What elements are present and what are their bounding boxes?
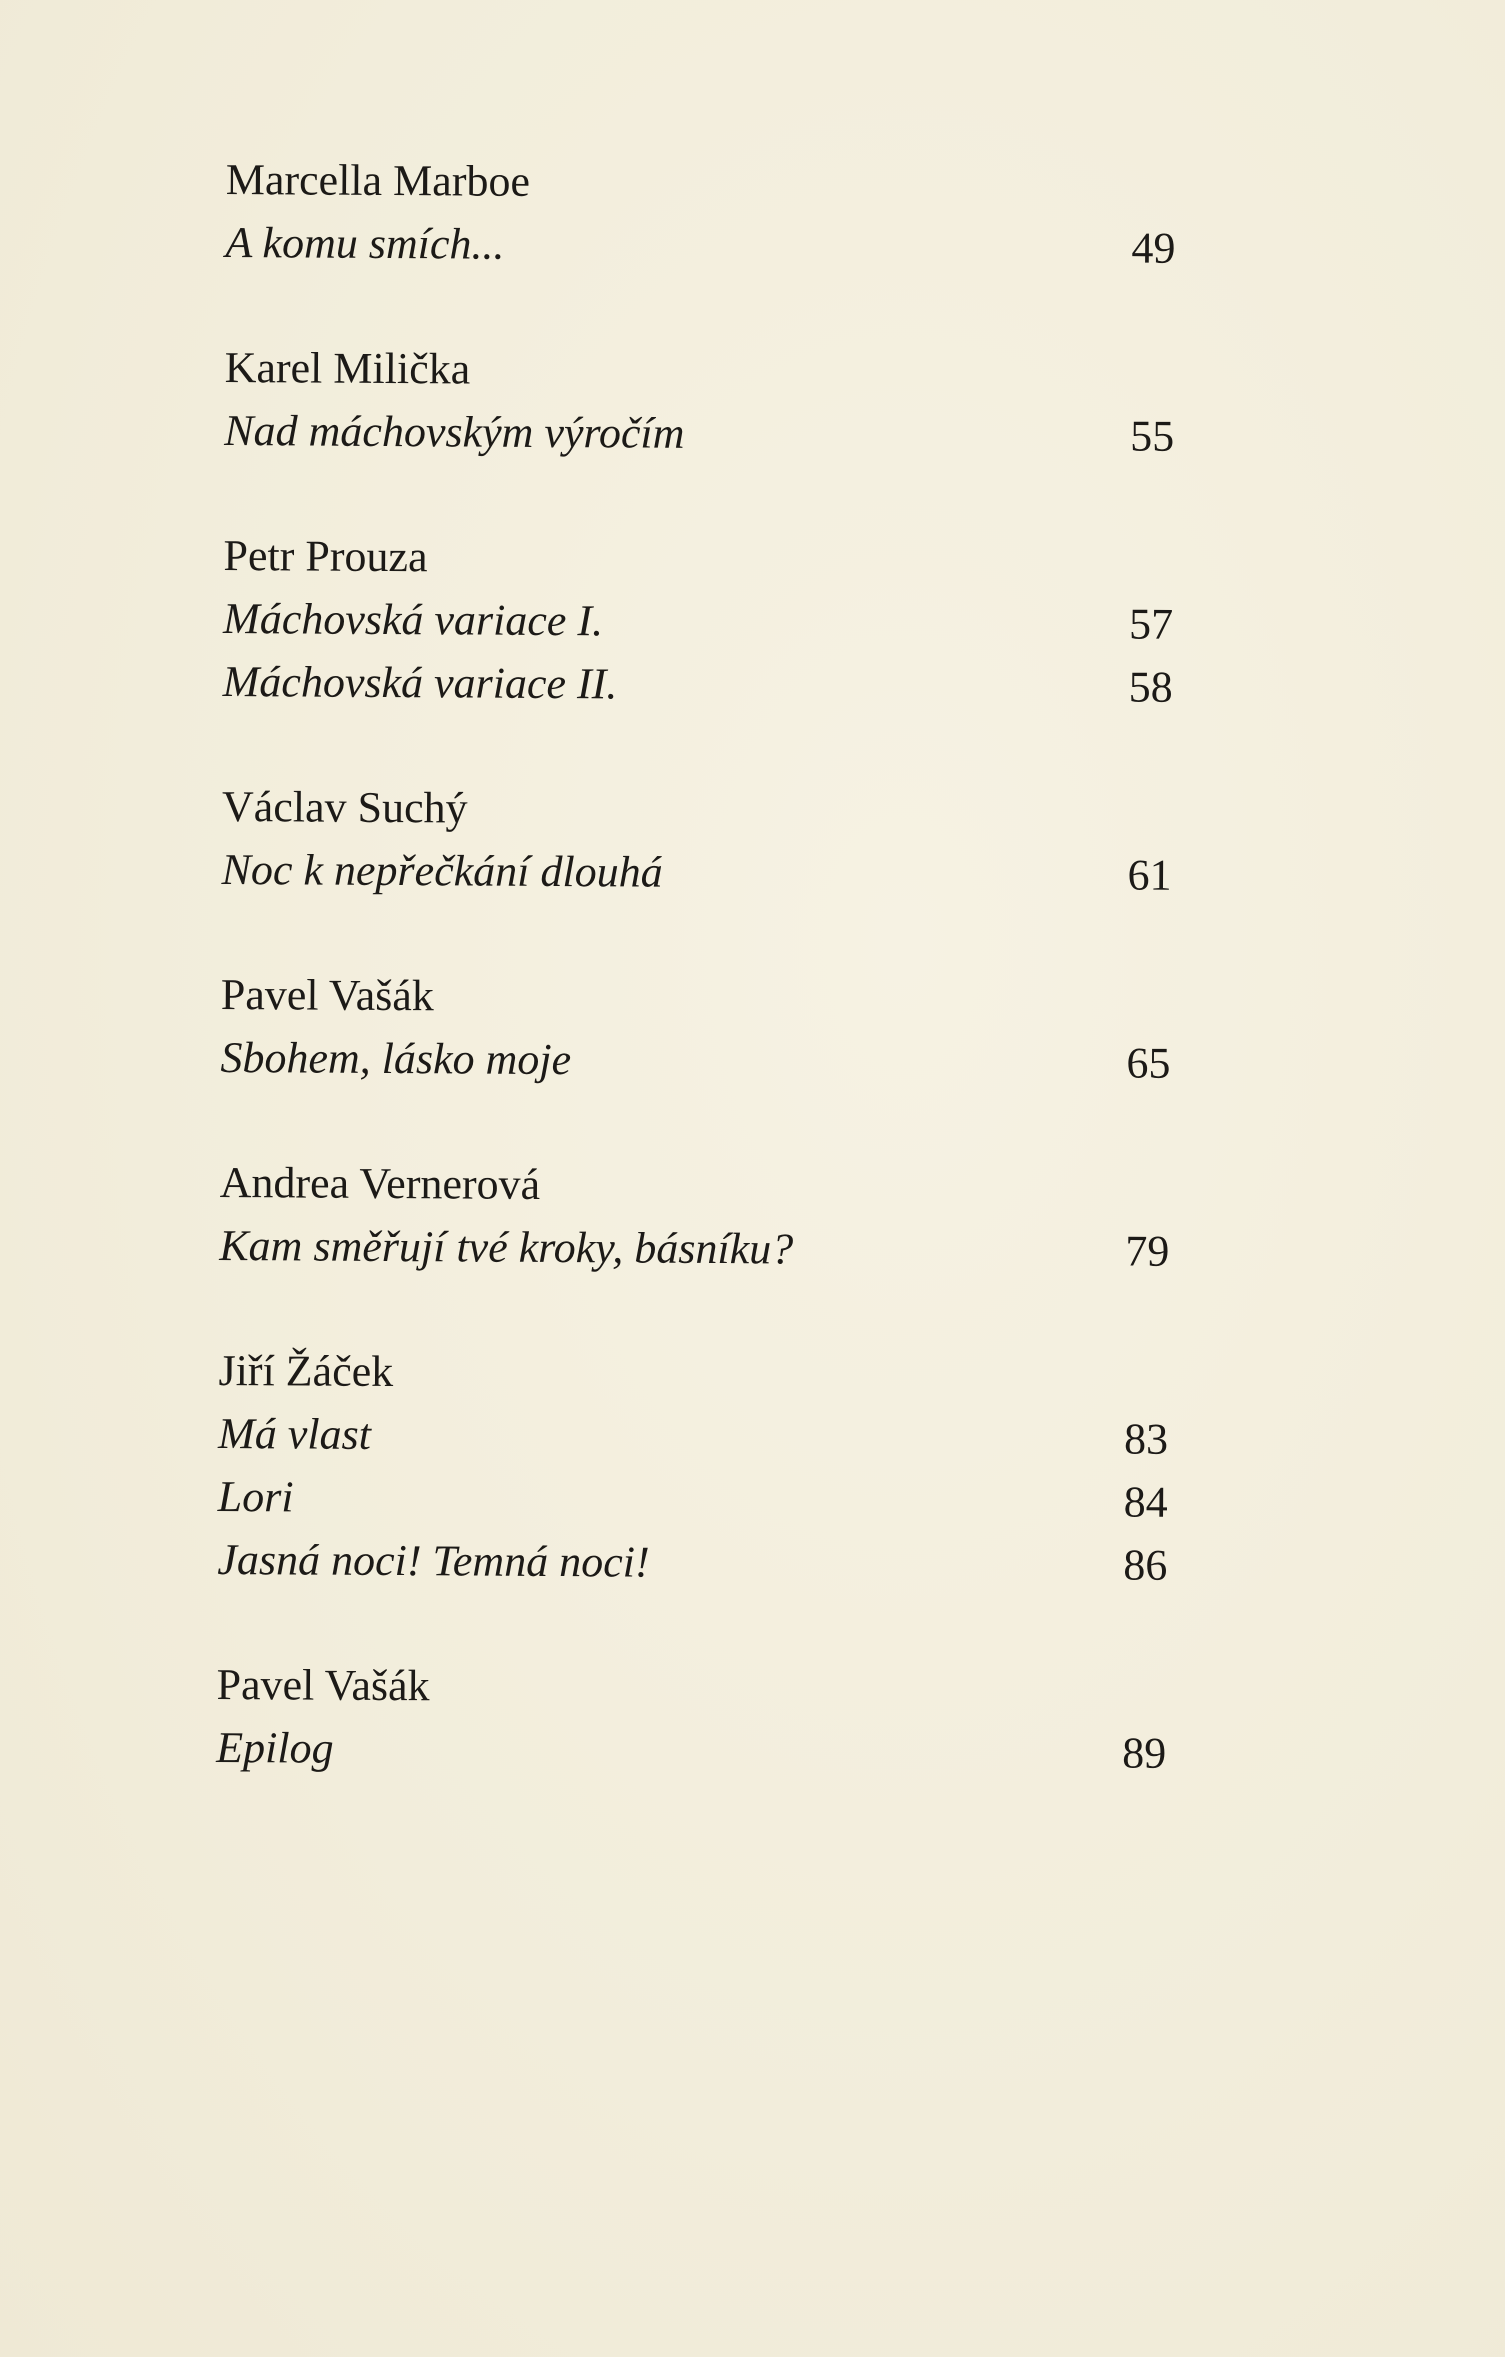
toc-entry	[217, 1528, 1167, 1597]
toc-section	[224, 336, 1175, 468]
author-name: Pavel Vašák	[216, 1659, 430, 1711]
author-name: Petr Prouza	[223, 530, 428, 582]
entry-title: Epilog	[216, 1722, 334, 1773]
toc-section	[216, 1653, 1167, 1785]
toc-entry	[218, 1465, 1168, 1534]
author-name: Václav Suchý	[221, 781, 468, 833]
toc-section	[225, 148, 1176, 280]
author-name: Pavel Vašák	[220, 969, 435, 1021]
entry-title: Jasná noci! Temná noci!	[217, 1534, 650, 1587]
entry-title: Máchovská variace II.	[222, 656, 618, 709]
toc-section	[221, 775, 1172, 907]
toc-entry	[225, 211, 1175, 280]
entry-title: Nad máchovským výročím	[224, 405, 685, 458]
toc-entry	[220, 1026, 1170, 1095]
entry-title: Noc k nepřečkání dlouhá	[221, 844, 663, 897]
toc-entry	[224, 399, 1174, 468]
page-number: 65	[1126, 1038, 1171, 1088]
page-number: 61	[1127, 850, 1172, 900]
author-name: Marcella Marboe	[225, 154, 531, 206]
author-name: Jiří Žáček	[218, 1345, 394, 1397]
page-number: 58	[1128, 662, 1173, 712]
toc-entry	[216, 1716, 1166, 1785]
entry-title: Sbohem, lásko moje	[220, 1032, 572, 1085]
table-of-contents	[216, 148, 1176, 1847]
entry-title: Máchovská variace I.	[222, 593, 604, 646]
page-number: 79	[1125, 1226, 1170, 1276]
entry-title: Lori	[217, 1471, 294, 1522]
page-number: 84	[1123, 1477, 1168, 1527]
toc-entry	[219, 1214, 1169, 1283]
page-number: 49	[1131, 223, 1176, 273]
toc-section	[223, 524, 1174, 719]
toc-entry	[221, 838, 1171, 907]
page-number: 57	[1128, 599, 1174, 649]
entry-title: Kam směřují tvé kroky, básníku?	[219, 1220, 794, 1274]
author-name: Karel Milička	[224, 342, 471, 394]
toc-section	[217, 1339, 1169, 1597]
page-number: 86	[1123, 1540, 1168, 1590]
toc-entry	[223, 650, 1173, 719]
toc-entry	[218, 1402, 1168, 1471]
page-number: 89	[1122, 1728, 1167, 1778]
author-name: Andrea Vernerová	[219, 1157, 541, 1209]
toc-section	[220, 963, 1171, 1095]
page-number: 55	[1130, 411, 1175, 461]
toc-section	[219, 1151, 1170, 1283]
entry-title: Má vlast	[217, 1408, 372, 1459]
toc-entry	[223, 587, 1173, 656]
page-number: 83	[1123, 1414, 1169, 1464]
entry-title: A komu smích...	[225, 217, 505, 269]
